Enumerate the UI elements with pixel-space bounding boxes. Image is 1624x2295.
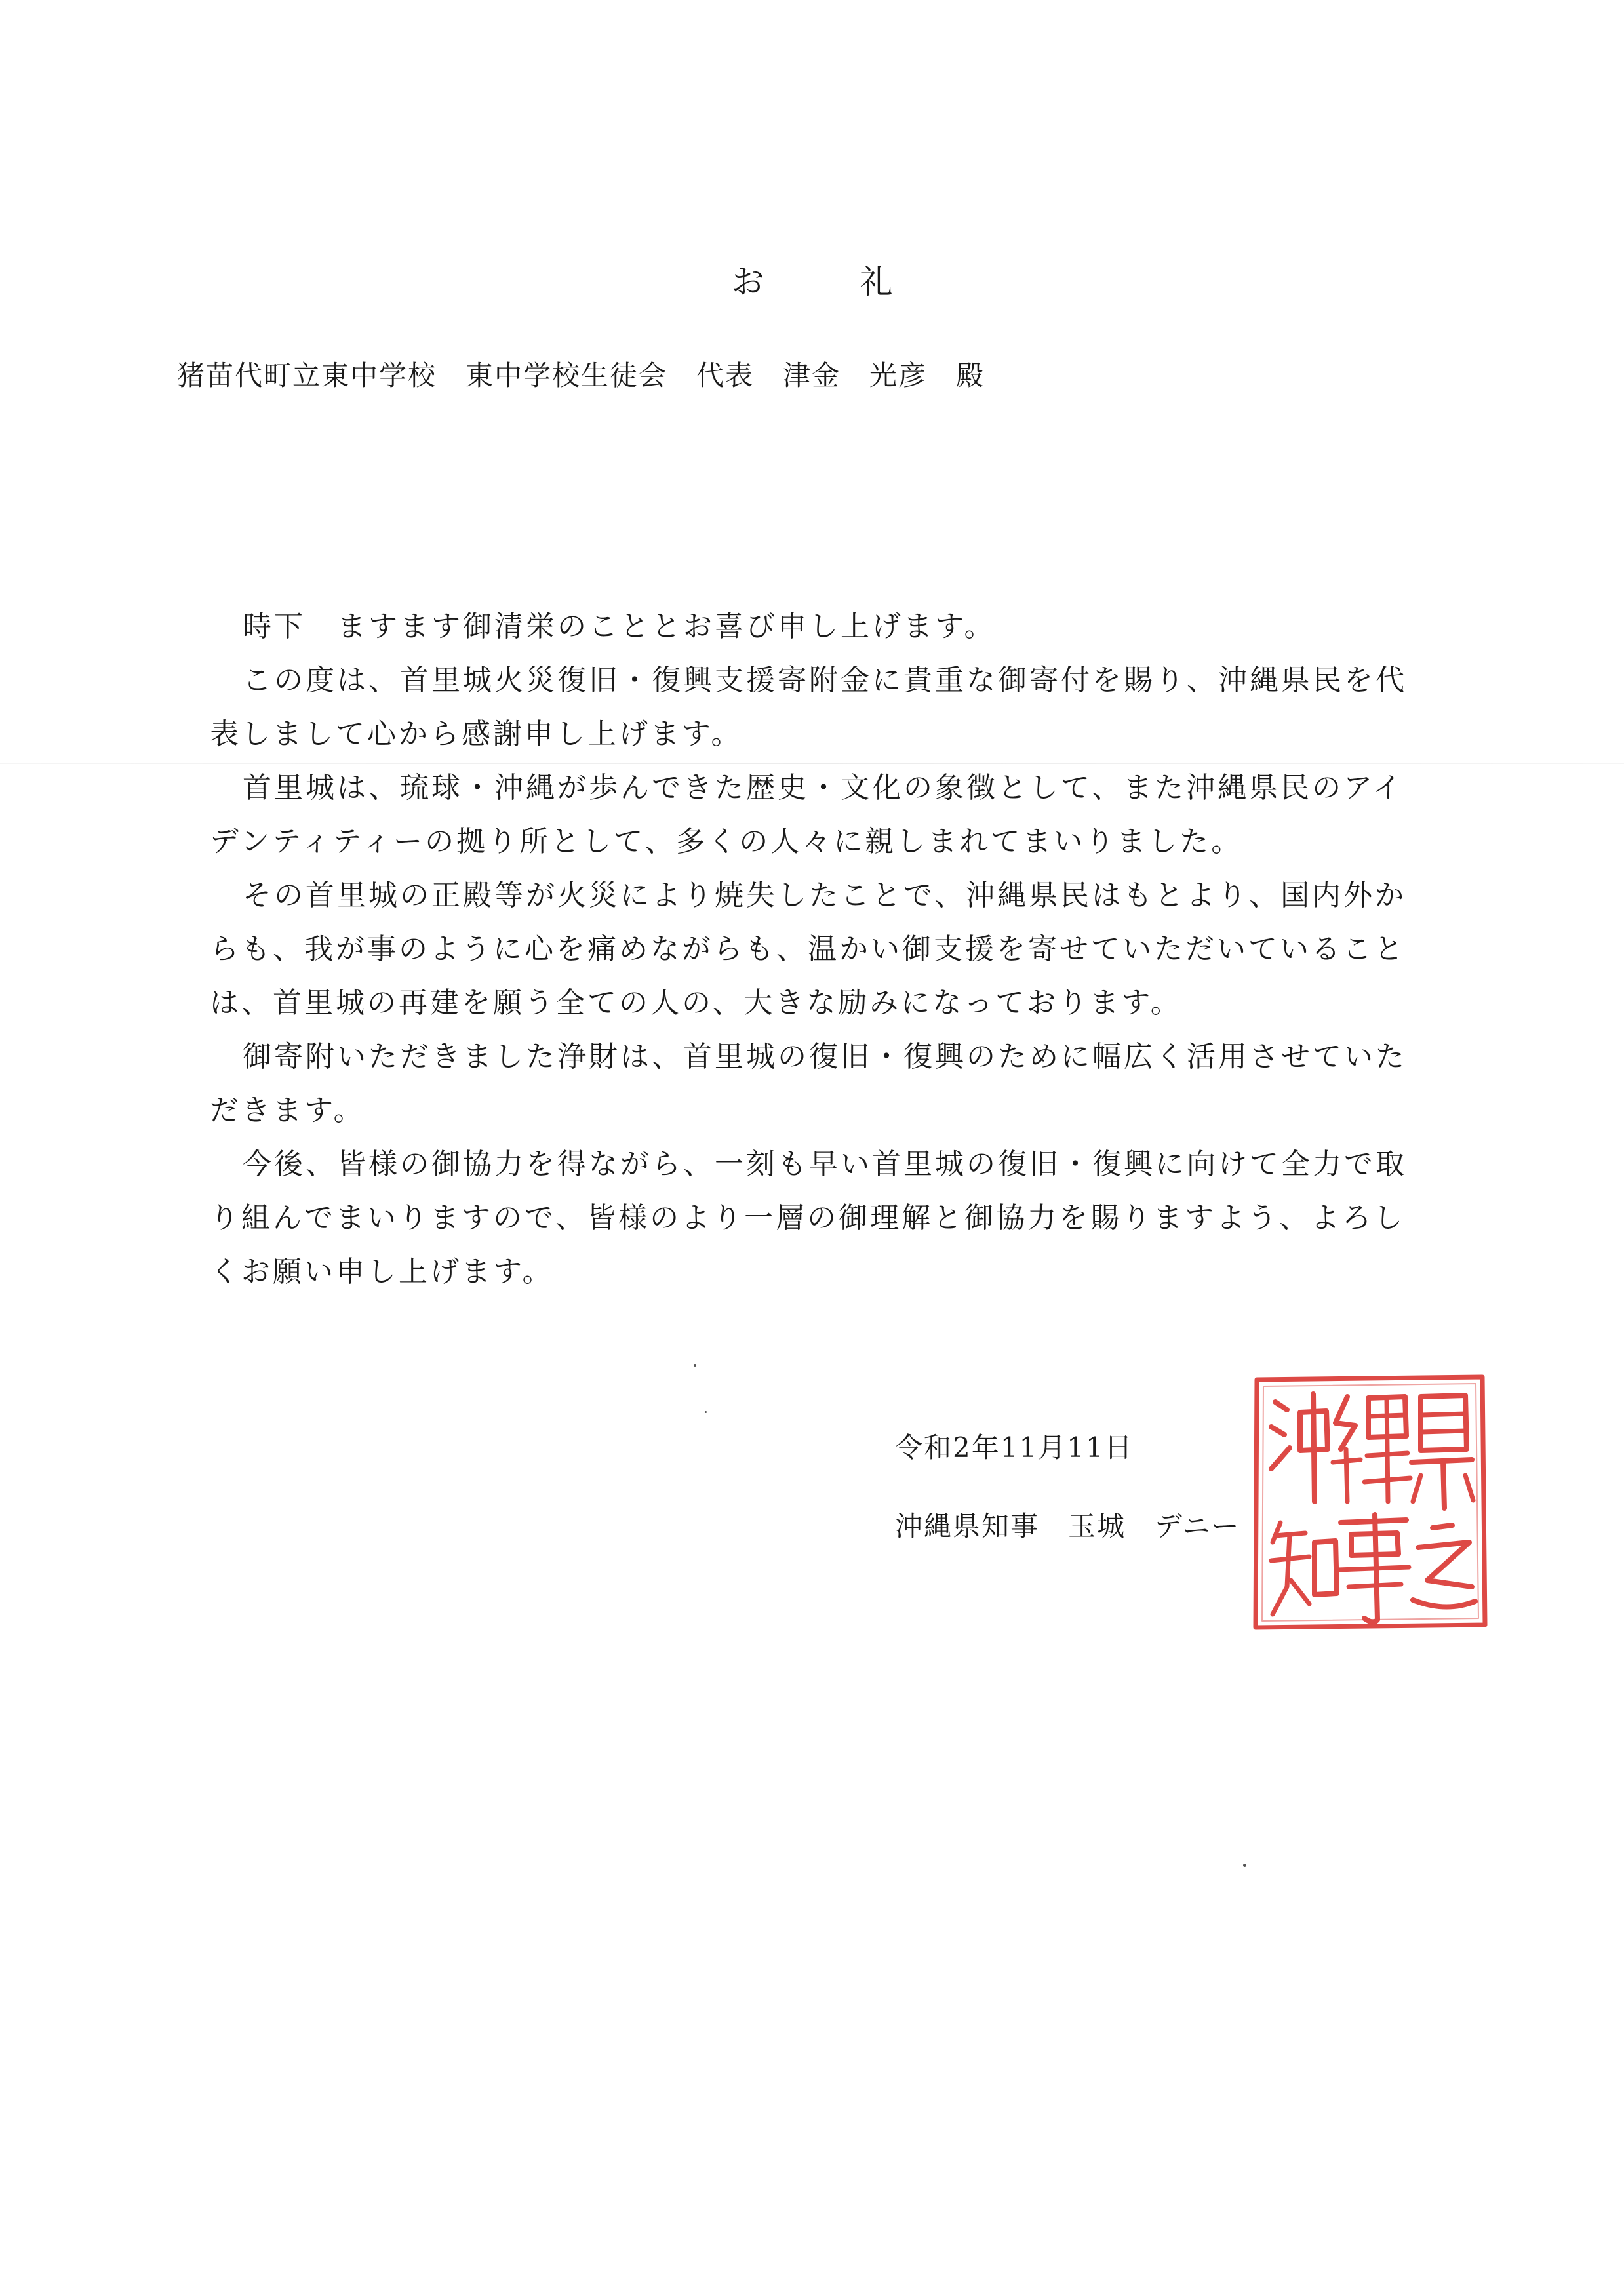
official-seal-stamp xyxy=(1249,1370,1492,1633)
body-paragraph-thanks: この度は、首里城火災復旧・復興支援寄附金に貴重な御寄付を賜り、沖縄県民を代表しまして心から感謝申し上げます。 xyxy=(210,664,1407,751)
body-paragraph-closing: 今後、皆様の御協力を得ながら、一刻も早い首里城の復旧・復興に向けて全力で取り組んでまいりますので、皆様のより一層の御理解と御協力を賜りますよう、よろしくお願い申し上げます。 xyxy=(210,1148,1407,1288)
paper-speck xyxy=(1243,1864,1246,1867)
letter-title: お 礼 xyxy=(731,263,924,301)
body-paragraph-fire: その首里城の正殿等が火災により焼失したことで、沖縄県民はもとより、国内外からも、我が事のように心を痛めながらも、温かい御支援を寄せていただいていることは、首里城の再建を願う全ての人の、大きな励みになっております。 xyxy=(210,879,1407,1020)
paper-speck xyxy=(694,1364,696,1367)
paper-speck xyxy=(705,1411,707,1413)
letter-date: 令和2年11月11日 xyxy=(895,1431,1134,1464)
letter-body xyxy=(210,600,1429,1299)
seal-icon xyxy=(1249,1370,1492,1633)
body-paragraph-donation-use: 御寄附いただきました浄財は、首里城の復旧・復興のために幅広く活用させていただきます。 xyxy=(210,1040,1407,1127)
recipient-line: 猪苗代町立東中学校 東中学校生徒会 代表 津金 光彦 殿 xyxy=(177,359,985,391)
body-paragraph-greeting: 時下 ますます御清栄のこととお喜び申し上げます。 xyxy=(243,610,996,643)
body-paragraph-shurijo-symbol: 首里城は、琉球・沖縄が歩んできた歴史・文化の象徴として、また沖縄県民のアイデンティティーの拠り所として、多くの人々に親しまれてまいりました。 xyxy=(210,771,1404,858)
signer-name: 沖縄県知事 玉城 デニー xyxy=(895,1510,1240,1542)
